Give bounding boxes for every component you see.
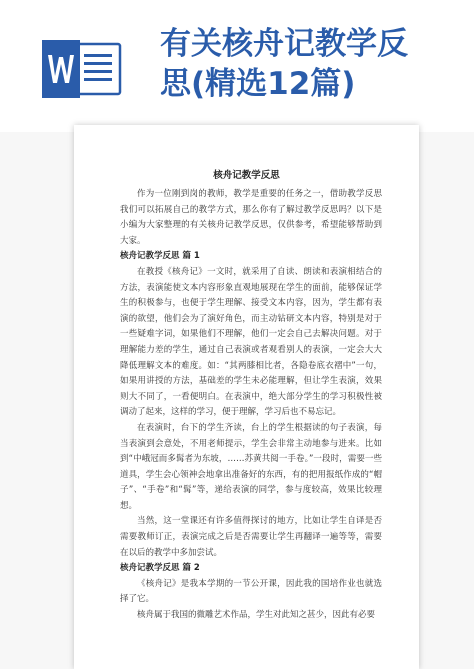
paragraph: 在教授《核舟记》一文时，就采用了自读、朗读和表演相结合的方法，表演能使文本内容形象直观地展现在学生的面前，能够保证学生的积极参与，也便于学生理解、接受文本内容，因为，学生都有表演的欲望，他们会为了演好角色，而主动钻研文本内容，特别是对于一些疑难字词，如果他们不理解，他们一定会自己去解决问题。对于理解能力差的学生，通过自己表演或者观看别人的表演，一定会大大降低理解文本的难度。如：“其两膝相比者，各隐卷底衣褶中”一句，如果用讲授的方法，基础差的学生未必能理解，但让学生表演，效果则大不同了，一看便明白。在表演中，绝大部分学生的学习积极性被调动了起来，这样的学习，便于理解，学习后也不易忘记。 bbox=[120, 266, 382, 418]
page-title: 核舟记教学反思 bbox=[213, 170, 280, 181]
paragraph: 核舟属于我国的微雕艺术作品，学生对此知之甚少，因此有必要 bbox=[137, 610, 376, 621]
header-banner bbox=[0, 0, 474, 132]
section-heading: 核舟记教学反思 篇 2 bbox=[120, 563, 200, 574]
paragraph: 当然，这一堂课还有许多值得探讨的地方，比如让学生自译是否需要教师订正，表演完成之后是否需要让学生再翻译一遍等等，需要在以后的教学中多加尝试。 bbox=[120, 516, 382, 558]
paragraph: 《核舟记》是我本学期的一节公开课，因此我的国培作业也就选择了它。 bbox=[120, 578, 382, 605]
document-body bbox=[120, 187, 382, 624]
section-heading: 核舟记教学反思 篇 1 bbox=[120, 251, 200, 262]
paragraph: 作为一位刚到岗的教师，教学是重要的任务之一，借助教学反思我们可以拓展自己的教学方式，那么你有了解过教学反思吗？以下是小编为大家整理的有关核舟记教学反思，仅供参考，希望能够帮助到大家。 bbox=[120, 189, 382, 246]
title-line-2: 思(精选12篇) bbox=[160, 66, 356, 102]
document-title bbox=[160, 24, 470, 104]
word-document-icon bbox=[42, 40, 128, 98]
document-page bbox=[74, 125, 419, 669]
title-line-1: 有关核舟记教学反 bbox=[160, 26, 408, 62]
paragraph: 在表演时，台下的学生齐读，台上的学生根据读的句子表演，每当表演到会意处，不用老师提示，学生会非常主动地参与进来。比如到“中峨冠而多髯者为东坡，……苏黄共阅一手卷。”一段时，需要一些道具，学生会心领神会地拿出准备好的东西，有的把用报纸作成的“帽子”、“手卷”和“髯”等，递给表演的同学，参与度较高，效果比较理想。 bbox=[120, 422, 382, 511]
